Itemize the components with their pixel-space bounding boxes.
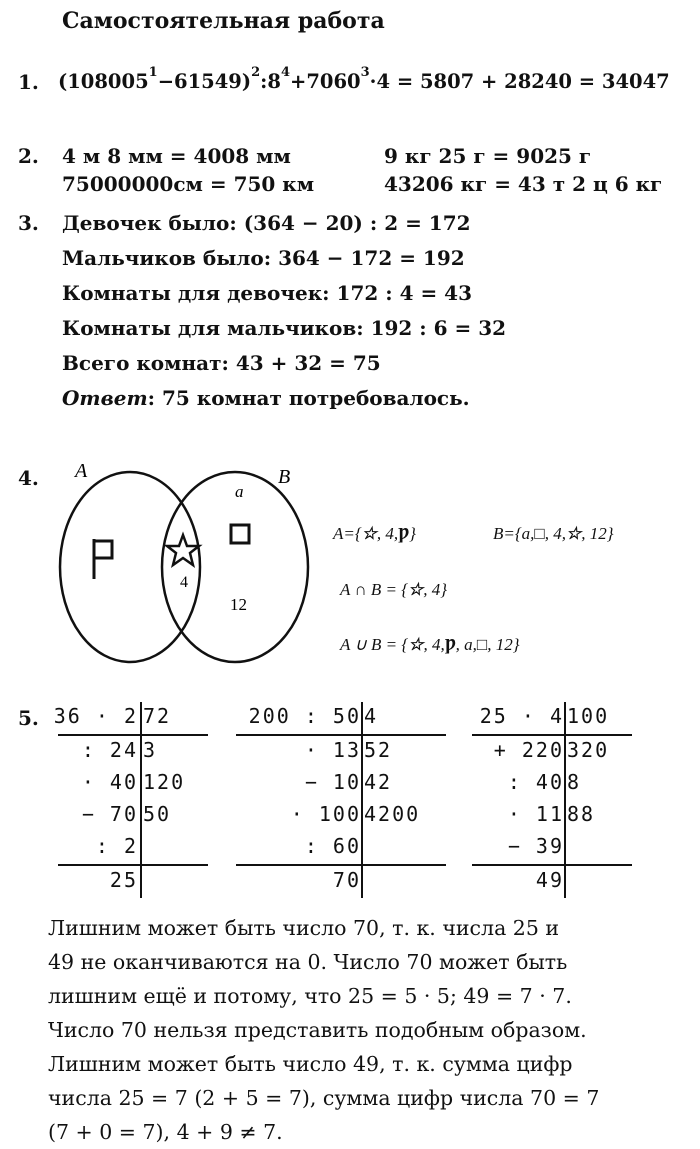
divider [236, 734, 446, 736]
chain-op: · 11 [507, 802, 564, 826]
chain-op: · 13 [304, 738, 361, 762]
intersection-notation [340, 580, 447, 600]
chain-op: : 40 [507, 770, 564, 794]
chain-result: 25 [109, 868, 138, 892]
chain-op: : 60 [304, 834, 361, 858]
union-middle: , 4, [423, 635, 445, 654]
intersection-element: 4 [180, 574, 188, 591]
order-mark: 1 [148, 65, 158, 80]
task-2-left-2: 75000000см = 750 км [62, 172, 315, 196]
task-2-right-1: 9 кг 25 г = 9025 г [384, 144, 592, 168]
answer-text: : 75 комнат потребовалось. [147, 386, 470, 410]
task-3-line: Комнаты для девочек: 172 : 4 = 43 [62, 281, 473, 305]
order-mark: 4 [280, 65, 290, 80]
chain-header: 36 · 2 [53, 704, 138, 728]
answer-label: Ответ [62, 386, 148, 410]
union-middle2: , a, [455, 635, 477, 654]
chain-header-value: 4 [364, 704, 379, 728]
task-1-number: 1. [18, 70, 39, 94]
chain-value: 88 [567, 802, 596, 826]
vertical-divider [140, 702, 142, 898]
expr-part: 7060 [306, 70, 361, 93]
expr-result: = 5807 + 28240 = 34047 [390, 70, 670, 93]
expr-part: 8 [267, 70, 281, 93]
union-suffix: , 12} [487, 635, 520, 654]
expr-part: − [157, 70, 175, 93]
set-a-ellipse [60, 472, 200, 662]
conclusion-line: числа 25 = 7 (2 + 5 = 7), сумма цифр числа 70 = 7 [48, 1086, 600, 1110]
flag-icon: Ƿ [444, 635, 456, 654]
square-icon: □ [534, 524, 545, 543]
chain-value: 52 [364, 738, 393, 762]
divider [58, 734, 208, 736]
chain-value: 3 [143, 738, 158, 762]
chain-result: 70 [332, 868, 361, 892]
set-b-prefix: B={a, [493, 524, 535, 543]
square-icon [231, 525, 249, 543]
chain-op: − 70 [81, 802, 138, 826]
flag-icon: Ƿ [398, 524, 410, 543]
chain-op: + 220 [493, 738, 564, 762]
task-3-number: 3. [18, 211, 39, 235]
inter-suffix: , 4} [423, 580, 448, 599]
star-icon [167, 535, 199, 565]
task-4-number: 4. [18, 466, 39, 490]
chain-header-value: 100 [567, 704, 610, 728]
union-prefix: A ∪ B = { [340, 635, 409, 654]
divider [236, 864, 446, 866]
inter-prefix: A ∩ B = { [340, 580, 409, 599]
task-2-number: 2. [18, 144, 39, 168]
expr-part: 4 [376, 70, 391, 93]
set-b-element: 12 [230, 595, 247, 614]
task-2-right-2: 43206 кг = 43 т 2 ц 6 кг [384, 172, 663, 196]
expr-part: · [369, 70, 377, 93]
square-icon: □ [476, 635, 488, 654]
conclusion-line: лишним ещё и потому, что 25 = 5 · 5; 49 = 7 · 7. [48, 984, 572, 1008]
chain-op: · 100 [290, 802, 361, 826]
chain-header-value: 72 [143, 704, 172, 728]
star-icon: ☆ [565, 524, 582, 543]
chain-header: 200 : 50 [248, 704, 361, 728]
task-1-expression [58, 65, 670, 93]
task-3-line: Всего комнат: 43 + 32 = 75 [62, 351, 381, 375]
order-mark: 2 [251, 65, 261, 80]
union-notation [340, 635, 520, 655]
chain-value: 4200 [364, 802, 421, 826]
set-b-middle: , 4, [544, 524, 566, 543]
conclusion-line: 49 не оканчиваются на 0. Число 70 может быть [48, 950, 568, 974]
chain-value: 42 [364, 770, 393, 794]
set-a-label: A [75, 460, 88, 482]
conclusion-line: Лишним может быть число 70, т. к. числа 25 и [48, 916, 560, 940]
task-3-answer [62, 386, 470, 410]
chain-column-2 [236, 702, 446, 902]
divider [472, 864, 632, 866]
expr-part: : [260, 70, 268, 93]
set-b-label: B [278, 466, 291, 488]
vertical-divider [361, 702, 363, 898]
conclusion-line: Число 70 нельзя представить подобным образом. [48, 1018, 587, 1042]
divider [472, 734, 632, 736]
set-a-notation [333, 524, 416, 544]
star-icon: ☆ [408, 580, 424, 599]
star-icon: ☆ [408, 635, 424, 654]
vertical-divider [564, 702, 566, 898]
venn-diagram [50, 455, 330, 685]
task-3-line: Девочек было: (364 − 20) : 2 = 172 [62, 211, 471, 235]
chain-column-3 [472, 702, 632, 902]
chain-value: 120 [143, 770, 186, 794]
expr-part: 61549) [174, 70, 252, 93]
chain-op: : 2 [95, 834, 138, 858]
task-3-line: Мальчиков было: 364 − 172 = 192 [62, 246, 465, 270]
task-5-number: 5. [18, 706, 39, 730]
chain-value: 8 [567, 770, 582, 794]
conclusion-line: Лишним может быть число 49, т. к. сумма цифр [48, 1052, 573, 1076]
set-b-suffix: , 12} [581, 524, 614, 543]
chain-op: : 24 [81, 738, 138, 762]
chain-header: 25 · 4 [479, 704, 564, 728]
set-b-notation [493, 524, 614, 544]
set-a-prefix: A={ [333, 524, 362, 543]
chain-op: · 40 [81, 770, 138, 794]
expr-part: + [289, 70, 307, 93]
set-b-element: a [235, 482, 244, 501]
divider [58, 864, 208, 866]
chain-op: − 39 [507, 834, 564, 858]
chain-column-1 [53, 702, 208, 902]
flag-icon [94, 539, 112, 579]
chain-result: 49 [535, 868, 564, 892]
expr-part: (108005 [58, 70, 149, 93]
task-2-left-1: 4 м 8 мм = 4008 мм [62, 144, 291, 168]
star-icon: ☆ [361, 524, 377, 543]
set-a-suffix: } [409, 524, 416, 543]
chain-value: 320 [567, 738, 610, 762]
chain-value: 50 [143, 802, 172, 826]
set-a-items: , 4, [376, 524, 399, 543]
page-title: Самостоятельная работа [62, 8, 385, 34]
task-3-line: Комнаты для мальчиков: 192 : 6 = 32 [62, 316, 507, 340]
conclusion-line: (7 + 0 = 7), 4 + 9 ≠ 7. [48, 1120, 283, 1144]
order-mark: 3 [360, 65, 370, 80]
chain-op: − 10 [304, 770, 361, 794]
